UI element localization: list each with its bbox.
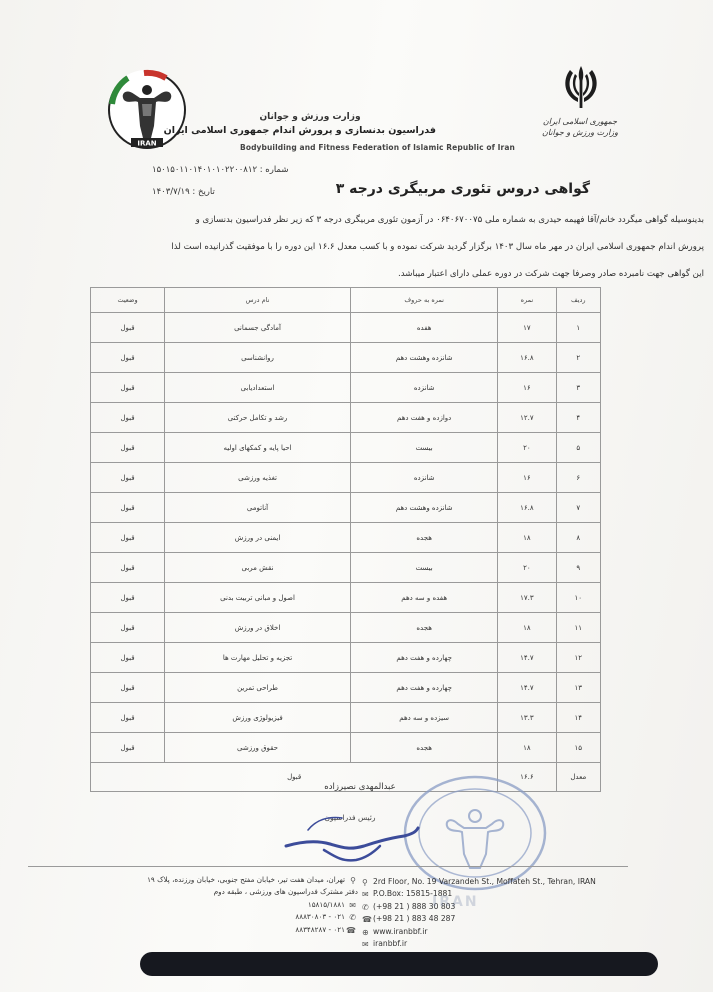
certificate-body	[96, 207, 704, 288]
footer-divider	[28, 866, 628, 867]
status-cell: قبول	[91, 403, 165, 433]
grade-cell: ۲۰	[498, 553, 556, 583]
grade-cell: ۱۲.۷	[498, 403, 556, 433]
grade-words-cell: شانزده	[351, 373, 498, 403]
grade-cell: ۱۶	[498, 463, 556, 493]
footer-pobox-en: ✉ P.O.Box: 15815-1881	[362, 889, 453, 900]
grade-words-cell: شانزده وهشت دهم	[351, 343, 498, 373]
status-cell: قبول	[91, 673, 165, 703]
body-line-1: بدینوسیله گواهی میگردد خانم/آقا فهیمه حیدری به شماره ملی ۰۶۴۰۶۷۰۰۷۵ در آزمون تئوری مربیگری درجه ۳ که زیر نظر فدراسیون بدنسازی و	[195, 215, 704, 225]
letter-number	[152, 165, 552, 175]
table-row	[91, 643, 601, 673]
grade-words-cell: سیزده و سه دهم	[351, 703, 498, 733]
row-number-cell: ۱۱	[556, 613, 600, 643]
course-cell: آمادگی جسمانی	[165, 313, 351, 343]
table-row	[91, 463, 601, 493]
grade-cell: ۱۶.۸	[498, 343, 556, 373]
body-line-3: این گواهی جهت نامبرده صادر وصرفا جهت شرکت در دوره عملی دارای اعتبار میباشد.	[398, 269, 704, 279]
status-cell: قبول	[91, 733, 165, 763]
average-grade-cell: ۱۶.۶	[498, 763, 556, 792]
course-cell: ایمنی در ورزش	[165, 523, 351, 553]
course-cell: فیزیولوژی ورزش	[165, 703, 351, 733]
grade-cell: ۱۶	[498, 373, 556, 403]
status-cell: قبول	[91, 373, 165, 403]
iran-emblem-icon	[556, 62, 606, 110]
location-icon: ⚲	[350, 876, 356, 885]
row-number-cell: ۱۳	[556, 673, 600, 703]
footer-bar	[140, 952, 658, 976]
signatory-role: رئیس فدراسیون	[324, 813, 376, 822]
grade-words-cell: هفده و سه دهم	[351, 583, 498, 613]
grade-cell: ۱۴.۷	[498, 673, 556, 703]
average-status-cell: قبول	[91, 763, 498, 792]
email-icon: ✉	[362, 940, 369, 950]
table-row	[91, 613, 601, 643]
certificate-title: گواهی دروس تئوری مربیگری درجه ۳	[335, 181, 590, 197]
grade-words-cell: هجده	[351, 733, 498, 763]
footer-pobox-fa: ✉۱۵۸۱۵/۱۸۸۱	[307, 899, 356, 910]
table-header-row	[91, 288, 601, 313]
header-grade-words: نمره به حروف	[351, 288, 498, 313]
fax-icon: ☎	[362, 915, 372, 925]
course-cell: استعدادیابی	[165, 373, 351, 403]
row-number-cell: ۸	[556, 523, 600, 553]
course-cell: نقش مربی	[165, 553, 351, 583]
grade-cell: ۱۷	[498, 313, 556, 343]
handwritten-signature-icon	[280, 790, 420, 870]
footer-office-fa: دفتر مشترک فدراسیون های ورزشی ، طبقه دوم	[213, 887, 358, 897]
grade-words-cell: دوازده و هفت دهم	[351, 403, 498, 433]
footer-address-fa: ⚲تهران، میدان هفت تیر، خیابان مفتح جنوبی، خیابان ورزنده، پلاک ۱۹	[147, 875, 356, 885]
grade-words-cell: چهارده و هفت دهم	[351, 673, 498, 703]
table-row	[91, 583, 601, 613]
phone-icon: ✆	[362, 902, 369, 912]
table-row	[91, 313, 601, 343]
number-label: شماره :	[259, 165, 289, 175]
letter-date	[152, 187, 272, 197]
status-cell: قبول	[91, 343, 165, 373]
row-number-cell: ۹	[556, 553, 600, 583]
table-row	[91, 343, 601, 373]
grade-words-cell: بیست	[351, 433, 498, 463]
row-number-cell: ۱۰	[556, 583, 600, 613]
grade-cell: ۱۴.۷	[498, 643, 556, 673]
table-row	[91, 733, 601, 763]
grade-words-cell: هجده	[351, 523, 498, 553]
grade-words-cell: بیست	[351, 553, 498, 583]
footer-tel1-fa: ✆۰۲۱ - ۸۸۸۳۰۸۰۳	[295, 912, 356, 923]
table-row	[91, 553, 601, 583]
footer-tel2-en: ☎(+98 21 ) 883 48 287	[362, 914, 456, 925]
course-cell: روانشناسی	[165, 343, 351, 373]
row-number-cell: ۱۴	[556, 703, 600, 733]
table-row	[91, 433, 601, 463]
grade-cell: ۲۰	[498, 433, 556, 463]
seal-caption-line1: جمهوری اسلامی ایران	[542, 117, 618, 126]
table-row	[91, 403, 601, 433]
status-cell: قبول	[91, 493, 165, 523]
status-cell: قبول	[91, 523, 165, 553]
seal-caption-line2: وزارت ورزش و جوانان	[541, 128, 619, 137]
row-number-cell: ۱	[556, 313, 600, 343]
header-course: نام درس	[165, 288, 351, 313]
grade-cell: ۱۷.۳	[498, 583, 556, 613]
header-ministry: وزارت ورزش و جوانان	[259, 112, 361, 122]
row-number-cell: ۱۲	[556, 643, 600, 673]
header-status: وضعیت	[91, 288, 165, 313]
grade-cell: ۱۸	[498, 733, 556, 763]
phone-icon: ✆	[349, 913, 356, 923]
grade-words-cell: هجده	[351, 613, 498, 643]
header-federation-fa: فدراسیون بدنسازی و پرورش اندام جمهوری اسلامی ایران	[163, 125, 436, 136]
course-cell: حقوق ورزشی	[165, 733, 351, 763]
course-cell: اصول و مبانی تربیت بدنی	[165, 583, 351, 613]
table-row	[91, 703, 601, 733]
course-cell: تغذیه ورزشی	[165, 463, 351, 493]
status-cell: قبول	[91, 463, 165, 493]
status-cell: قبول	[91, 433, 165, 463]
course-cell: آناتومی	[165, 493, 351, 523]
table-row	[91, 493, 601, 523]
course-cell: تجزیه و تحلیل مهارت ها	[165, 643, 351, 673]
status-cell: قبول	[91, 613, 165, 643]
status-cell: قبول	[91, 703, 165, 733]
footer-stamp-ghost: IRAN	[432, 894, 479, 910]
average-label-cell: معدل	[556, 763, 600, 792]
footer-email-en: ✉ iranbbf.ir	[362, 939, 408, 950]
mailbox-icon: ✉	[349, 900, 356, 910]
table-row	[91, 373, 601, 403]
status-cell: قبول	[91, 583, 165, 613]
date-label: تاریخ :	[192, 187, 215, 197]
signatory-name: عبدالمهدی نصیرزاده	[324, 782, 396, 792]
location-icon: ⚲	[362, 878, 368, 887]
course-cell: اخلاق در ورزش	[165, 613, 351, 643]
row-number-cell: ۷	[556, 493, 600, 523]
table-row	[91, 523, 601, 553]
footer-web-en: ⊕ www.iranbbf.ir	[362, 926, 428, 937]
row-number-cell: ۶	[556, 463, 600, 493]
status-cell: قبول	[91, 313, 165, 343]
footer-address-en: ⚲ 2rd Floor, No. 19 Varzandeh St., Moffateh St., Tehran, IRAN	[362, 877, 596, 887]
row-number-cell: ۱۵	[556, 733, 600, 763]
header-row-number: ردیف	[556, 288, 600, 313]
grade-cell: ۱۶.۸	[498, 493, 556, 523]
header-federation-en: Bodybuilding and Fitness Federation of Islamic Republic of Iran	[240, 143, 515, 152]
course-cell: رشد و تکامل حرکتی	[165, 403, 351, 433]
grade-cell: ۱۸	[498, 613, 556, 643]
logo-text: IRAN	[137, 139, 157, 148]
mailbox-icon: ✉	[362, 890, 369, 900]
grade-words-cell: هفده	[351, 313, 498, 343]
body-line-2: پرورش اندام جمهوری اسلامی ایران در مهر ماه سال ۱۴۰۳ برگزار گردید شرکت نموده و با کسب معدل ۱۶.۶ این دوره را با موفقیت گذرانیده است لذا	[171, 242, 704, 252]
grade-cell: ۱۸	[498, 523, 556, 553]
federation-logo-icon	[104, 64, 190, 154]
grade-words-cell: شانزده وهشت دهم	[351, 493, 498, 523]
date-value: ۱۴۰۳/۷/۱۹	[152, 187, 190, 197]
footer-tel2-fa: ☎۰۲۱ - ۸۸۳۴۸۲۸۷	[295, 924, 356, 935]
row-number-cell: ۵	[556, 433, 600, 463]
course-cell: احیا پایه و کمکهای اولیه	[165, 433, 351, 463]
row-number-cell: ۲	[556, 343, 600, 373]
grade-words-cell: شانزده	[351, 463, 498, 493]
grade-words-cell: چهارده و هفت دهم	[351, 643, 498, 673]
header-grade: نمره	[498, 288, 556, 313]
status-cell: قبول	[91, 643, 165, 673]
fax-icon: ☎	[346, 925, 356, 935]
grades-table	[90, 287, 601, 792]
ministry-seal-caption	[540, 116, 620, 138]
grade-cell: ۱۳.۳	[498, 703, 556, 733]
grades-table-body	[91, 313, 601, 792]
status-cell: قبول	[91, 553, 165, 583]
row-number-cell: ۴	[556, 403, 600, 433]
row-number-cell: ۳	[556, 373, 600, 403]
number-value: ۱۵۰۱۵۰۱۱۰۱۴۰۱۰۱۰۲۲۰۰۸۱۲	[152, 165, 258, 175]
footer-contact-fa	[100, 874, 358, 936]
course-cell: طراحی تمرین	[165, 673, 351, 703]
globe-icon: ⊕	[362, 927, 369, 937]
footer-tel1-en: ✆ (+98 21 ) 888 30 803	[362, 901, 456, 912]
table-row	[91, 673, 601, 703]
